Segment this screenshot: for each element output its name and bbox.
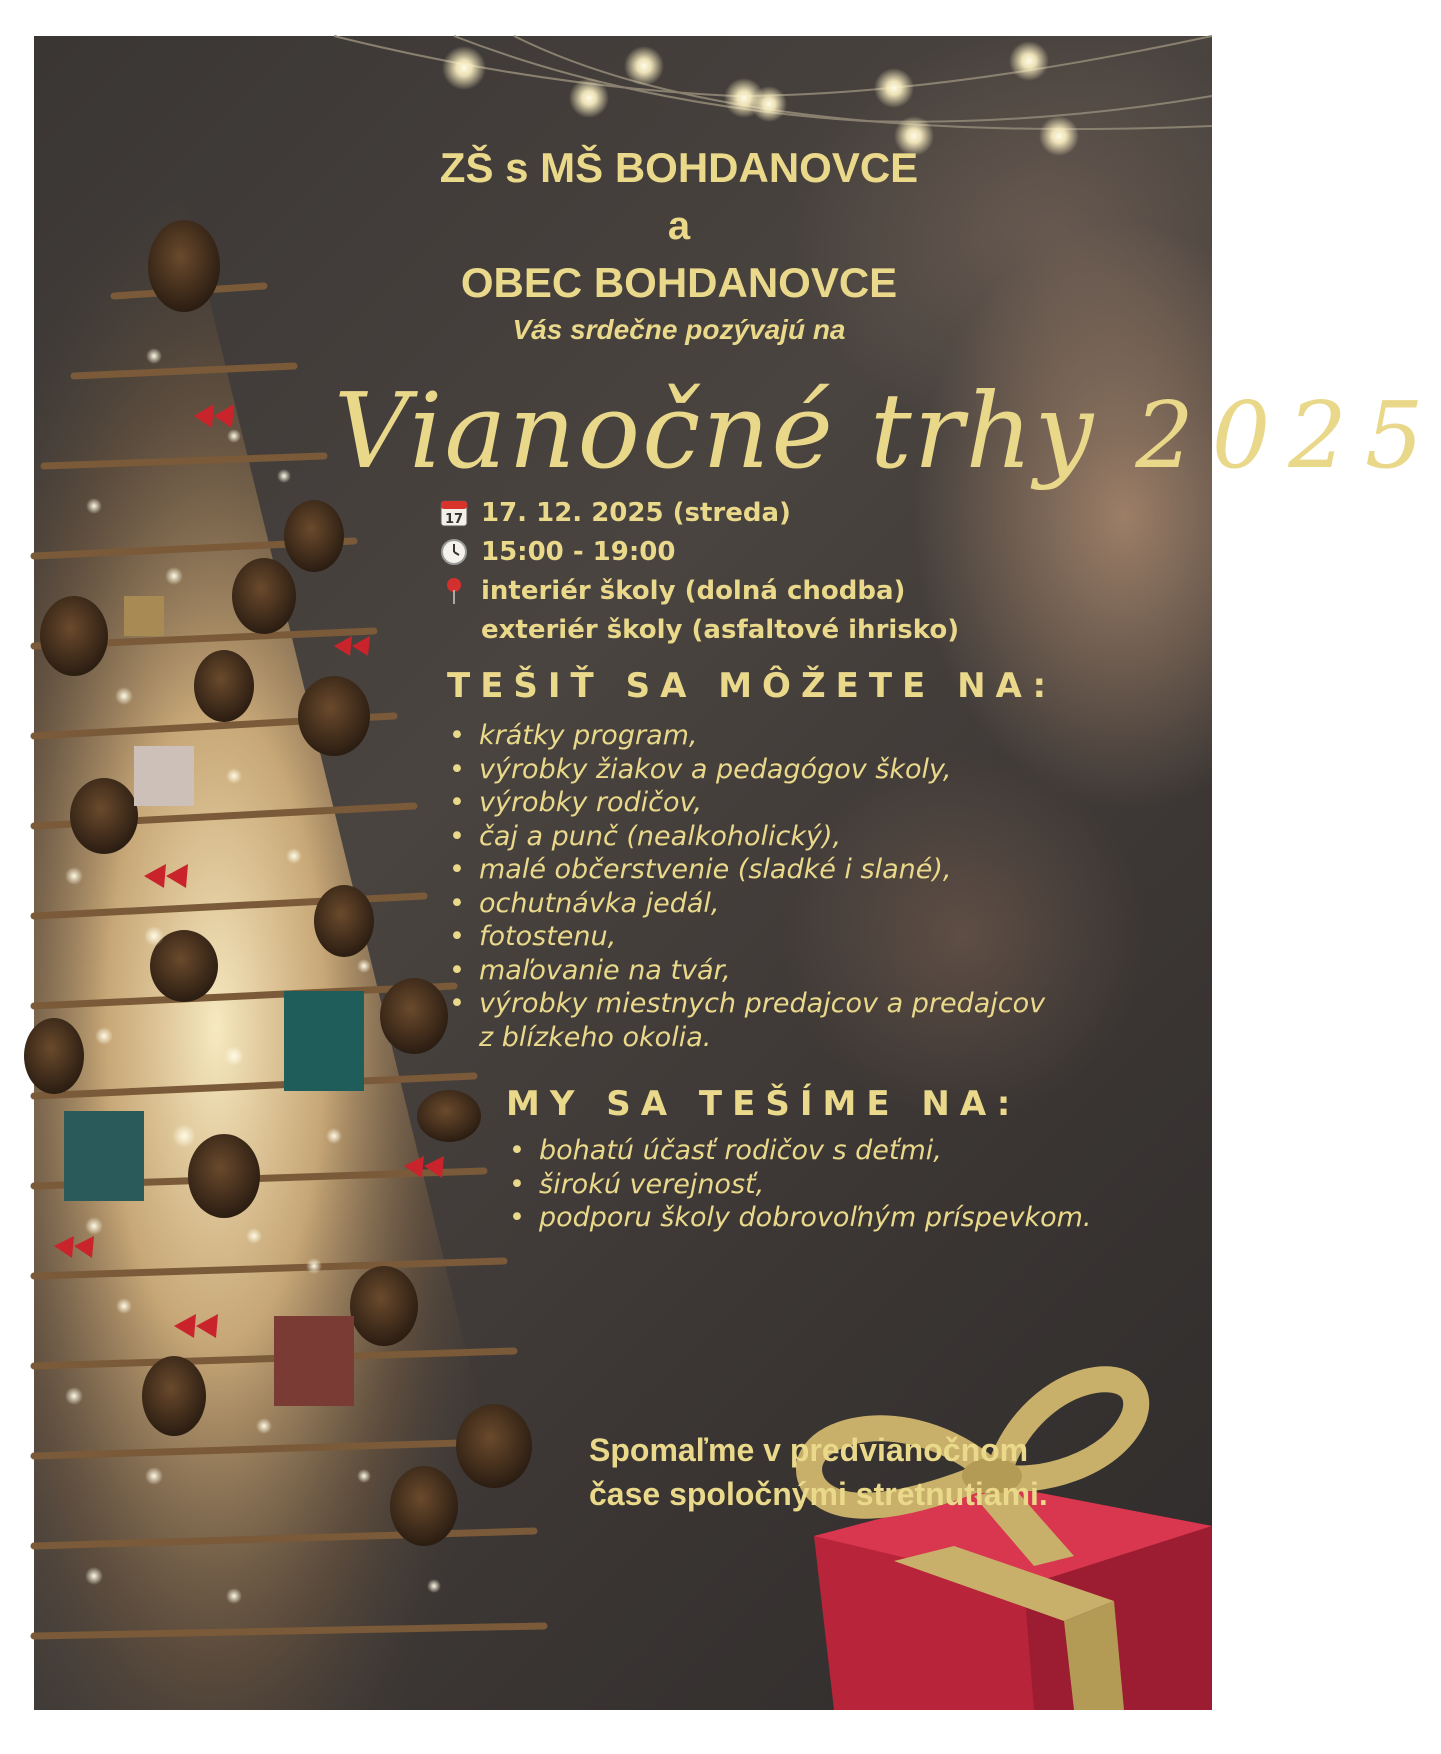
bullet-icon: • (449, 921, 465, 952)
list-item: • ochutnávka jedál, (449, 887, 720, 919)
bullet-icon: • (449, 720, 465, 751)
closing-message (589, 1428, 1149, 1516)
closing-line-1: Spomaľme v predvianočnom (589, 1432, 1029, 1468)
clock-icon (439, 537, 469, 567)
invitation-line: Vás srdečne pozývajú na (512, 314, 846, 345)
event-title-text: Vianočné trhy (334, 370, 1096, 492)
event-title (334, 366, 1441, 496)
list-item: • širokú verejnosť, (509, 1168, 765, 1200)
event-date-row (439, 494, 791, 532)
bullet-icon: • (449, 988, 465, 1019)
poster (34, 36, 1441, 1710)
event-place-row (439, 572, 905, 610)
list-item: • fotostenu, (449, 921, 617, 952)
bullet-icon: • (509, 1202, 525, 1233)
pin-icon (439, 576, 469, 606)
we-look-forward-list (509, 1134, 1092, 1235)
list-item: • maľovanie na tvár, (449, 954, 731, 986)
organizer-municipality: OBEC BOHDANOVCE (460, 259, 898, 306)
event-time: 15:00 - 19:00 (481, 537, 676, 567)
list-item: z blízkeho okolia. (479, 1021, 712, 1053)
event-place-row-2 (481, 611, 959, 649)
calendar-icon-day: 17 (444, 512, 464, 527)
gift-box-illustration (774, 1376, 1212, 1710)
we-look-forward-heading: MY SA TEŠÍME NA: (506, 1084, 1021, 1124)
list-item: • bohatú účasť rodičov s deťmi, (509, 1135, 942, 1166)
list-item: • čaj a punč (nealkoholický), (449, 820, 842, 852)
bullet-icon: • (449, 753, 465, 785)
look-forward-heading: TEŠIŤ SA MÔŽETE NA: (447, 666, 1057, 706)
look-forward-list (449, 719, 1045, 1054)
bullet-icon: • (449, 954, 465, 986)
closing-line-2: čase spoločnými stretnutiami. (589, 1476, 1048, 1512)
bullet-icon: • (449, 887, 465, 919)
organizer-school: ZŠ s MŠ BOHDANOVCE (439, 144, 919, 191)
conjunction: a (667, 204, 691, 248)
event-year: 2025 (1135, 382, 1441, 489)
bullet-icon: • (449, 854, 465, 885)
event-place-interior: interiér školy (dolná chodba) (481, 576, 906, 606)
bullet-icon: • (449, 787, 465, 818)
list-item: • výrobky rodičov, (449, 787, 702, 818)
list-item: • krátky program, (449, 720, 698, 751)
calendar-icon (439, 498, 469, 528)
list-item: • podporu školy dobrovoľným príspevkom. (509, 1202, 1092, 1233)
list-item: • výrobky žiakov a pedagógov školy, (449, 753, 952, 785)
event-time-row (439, 533, 675, 571)
event-place-exterior: exteriér školy (asfaltové ihrisko) (481, 615, 960, 645)
bullet-icon: • (509, 1135, 525, 1166)
list-item: • malé občerstvenie (sladké i slané), (449, 854, 952, 885)
bullet-icon: • (509, 1168, 525, 1200)
event-date: 17. 12. 2025 (streda) (481, 498, 791, 528)
list-item: • výrobky miestnych predajcov a predajcov (449, 988, 1046, 1019)
bullet-icon: • (449, 820, 465, 852)
